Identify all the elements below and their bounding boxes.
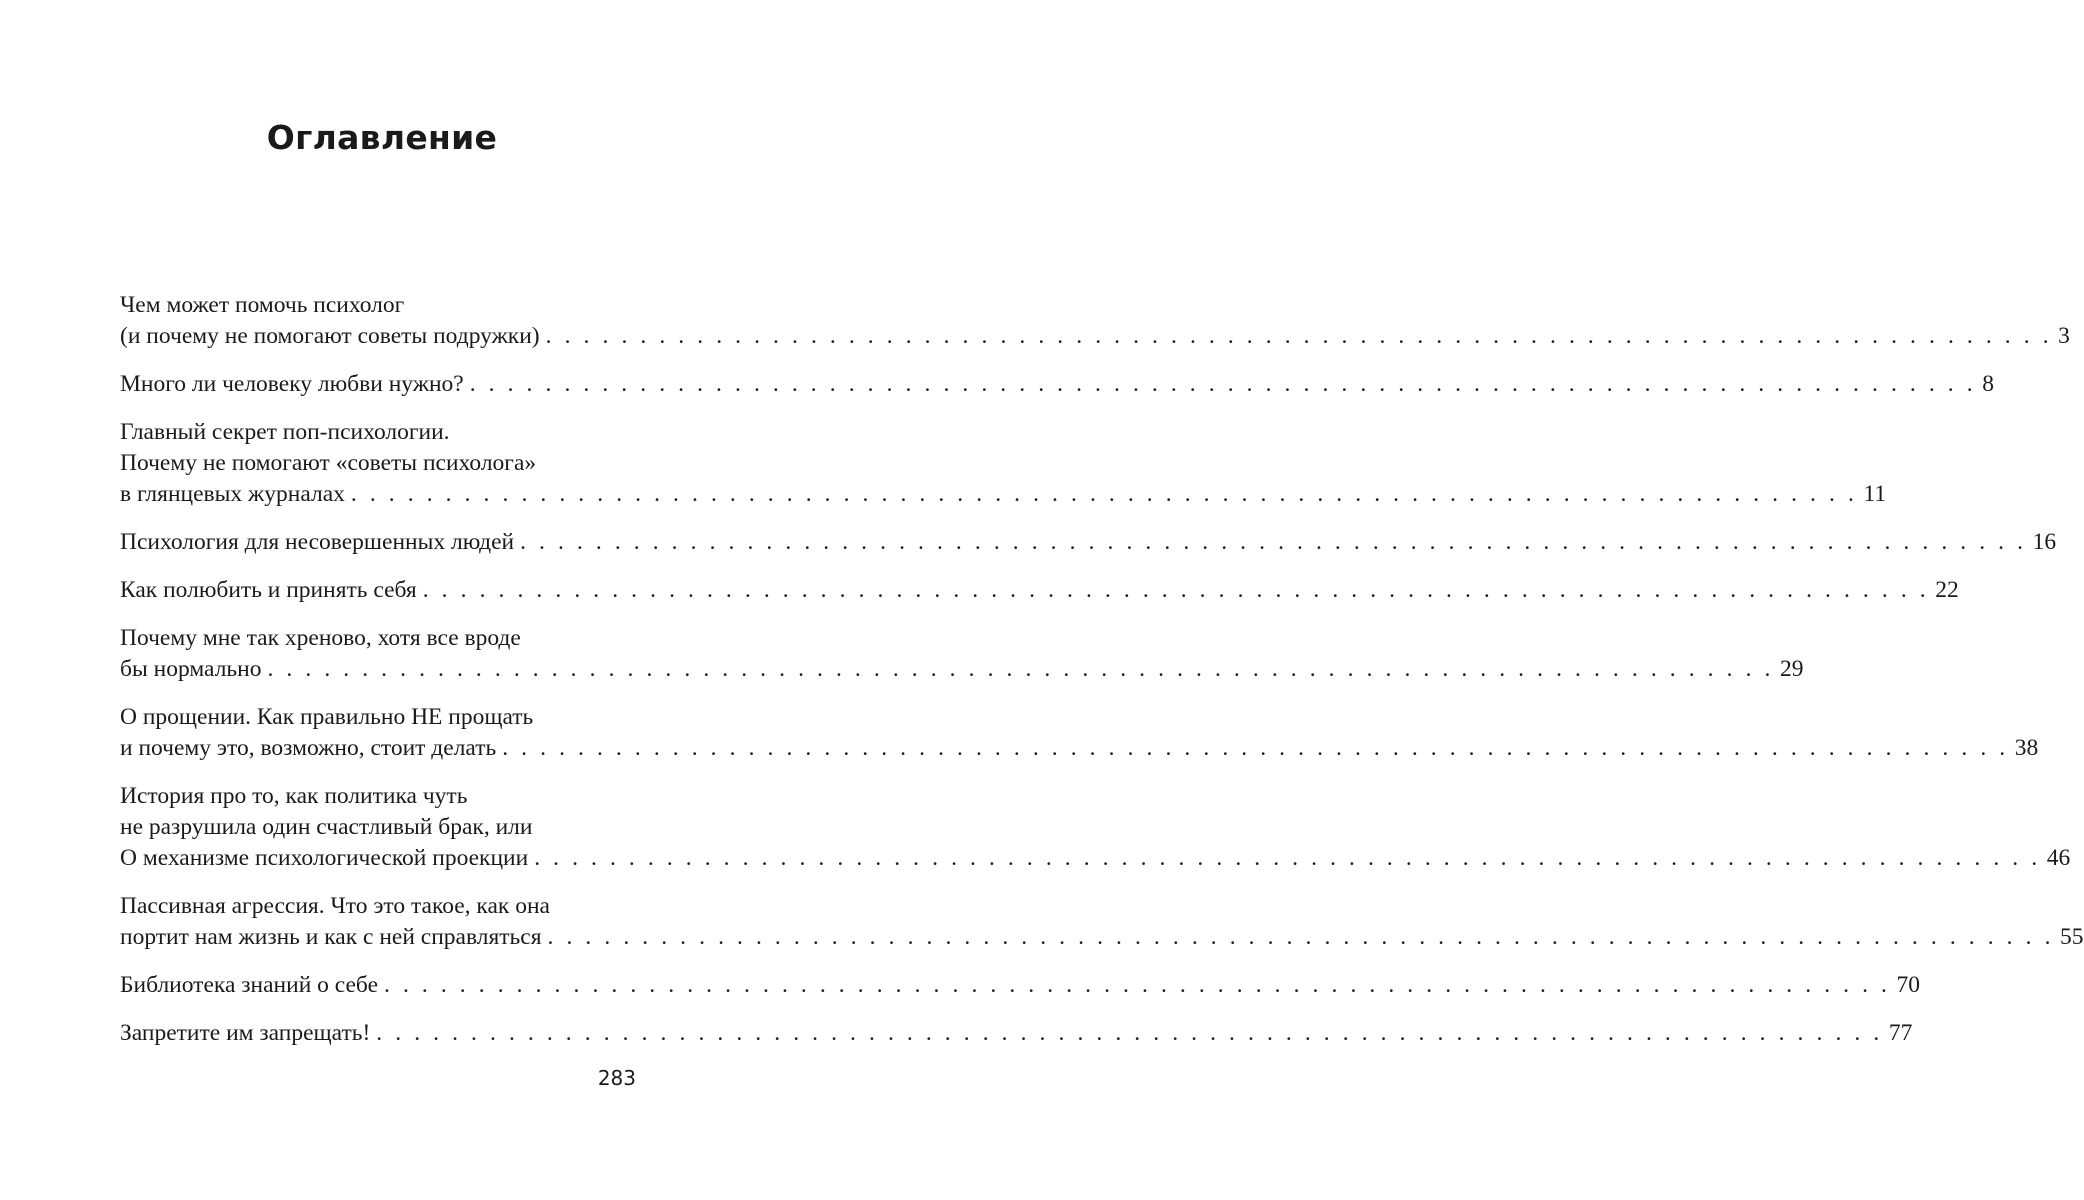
toc-entry[interactable]: [120, 891, 2084, 953]
toc-entry-title-line: Пассивная агрессия. Что это такое, как она: [120, 893, 550, 919]
toc-entry[interactable]: [120, 417, 1887, 510]
toc-entry-title-line: не разрушила один счастливый брак, или: [120, 814, 533, 840]
toc-entry[interactable]: [120, 575, 1959, 606]
toc-entry-title-line: в глянцевых журналах: [120, 481, 345, 507]
toc-entry-last-line: [120, 479, 1887, 510]
toc-entry-title-line: О прощении. Как правильно НЕ прощать: [120, 704, 534, 730]
dot-leader: . . . . . . . . . . . . . . . . . . . . . . . . . . . . . . . . . . . . . . . . . . . . . . . . . . . . . . . . . . . . . . . . . . . . . . . . . . . . . . . .: [422, 577, 1930, 603]
toc-entry-page: 22: [1935, 577, 1959, 603]
toc-entry-page: 46: [2046, 845, 2071, 871]
toc-entry-title-line: Много ли человеку любви нужно?: [120, 371, 464, 397]
toc-entry-title-line: Психология для несовершенных людей: [120, 529, 515, 555]
toc-entry-title-line: О механизме психологической проекции: [120, 845, 529, 871]
toc-entry-page: 29: [1780, 656, 1804, 682]
dot-leader: . . . . . . . . . . . . . . . . . . . . . . . . . . . . . . . . . . . . . . . . . . . . . . . . . . . . . . . . . . . . . . . . . . . . . . . . . . . . . . . .: [534, 845, 2041, 871]
toc-entry[interactable]: [120, 369, 1994, 400]
dot-leader: . . . . . . . . . . . . . . . . . . . . . . . . . . . . . . . . . . . . . . . . . . . . . . . . . . . . . . . . . . . . . . . . . . . . . . . . . . . . . . . .: [376, 1020, 1883, 1046]
toc-entry-last-line: [120, 369, 1994, 400]
toc-entry-title-line: бы нормально: [120, 656, 262, 682]
toc-entry-title-line: портит нам жизнь и как с ней справляться: [120, 924, 542, 950]
page-number: 283: [597, 1066, 636, 1090]
toc-entry-page: 38: [2014, 735, 2039, 761]
toc-entry[interactable]: [120, 702, 2039, 764]
toc-entry-last-line: [120, 1018, 1913, 1049]
dot-leader: . . . . . . . . . . . . . . . . . . . . . . . . . . . . . . . . . . . . . . . . . . . . . . . . . . . . . . . . . . . . . . . . . . . . . . . . . . . . . . . .: [350, 481, 1858, 507]
toc-entry-page: 70: [1896, 972, 1921, 998]
toc-entry[interactable]: [120, 781, 2071, 874]
toc-entry[interactable]: [120, 290, 2070, 352]
toc-entry-last-line: [120, 733, 2039, 764]
dot-leader: . . . . . . . . . . . . . . . . . . . . . . . . . . . . . . . . . . . . . . . . . . . . . . . . . . . . . . . . . . . . . . . . . . . . . . . . . . . . . . . .: [545, 323, 2053, 349]
toc-entry-page: 77: [1888, 1020, 1913, 1046]
toc-entry-title-line: (и почему не помогают советы подружки): [120, 323, 540, 349]
toc-entry-title-line: Главный секрет поп-психологии.: [120, 419, 450, 445]
toc-entry-last-line: [120, 654, 1804, 685]
dot-leader: . . . . . . . . . . . . . . . . . . . . . . . . . . . . . . . . . . . . . . . . . . . . . . . . . . . . . . . . . . . . . . . . . . . . . . . . . . . . . . . .: [384, 972, 1891, 998]
toc-entry[interactable]: [120, 527, 2057, 558]
page-title: Оглавление: [266, 118, 498, 157]
toc-entry-title-line: Чем может помочь психолог: [120, 292, 405, 318]
toc-entry[interactable]: [120, 970, 1921, 1001]
toc-entry-title-line: Запретите им запрещать!: [120, 1020, 371, 1046]
toc-entry-page: 11: [1863, 481, 1887, 507]
toc-entry-last-line: [120, 575, 1959, 606]
toc-entry-last-line: [120, 922, 2084, 953]
toc-entry[interactable]: [120, 1018, 1913, 1049]
toc-entry[interactable]: [120, 623, 1804, 685]
toc-entry-last-line: [120, 527, 2057, 558]
toc-entry-page: 8: [1982, 371, 1994, 397]
toc-entry-title-line: Как полюбить и принять себя: [120, 577, 417, 603]
toc-entry-title-line: Библиотека знаний о себе: [120, 972, 378, 998]
dot-leader: . . . . . . . . . . . . . . . . . . . . . . . . . . . . . . . . . . . . . . . . . . . . . . . . . . . . . . . . . . . . . . . . . . . . . . . . . . . . . . . .: [547, 924, 2055, 950]
toc-entry-title-line: и почему это, возможно, стоит делать: [120, 735, 497, 761]
toc-entry-title-line: История про то, как политика чуть: [120, 783, 468, 809]
toc-entry-page: 3: [2058, 323, 2070, 349]
dot-leader: . . . . . . . . . . . . . . . . . . . . . . . . . . . . . . . . . . . . . . . . . . . . . . . . . . . . . . . . . . . . . . . . . . . . . . . . . . . . . . . .: [520, 529, 2027, 555]
table-of-contents: [120, 290, 2084, 1066]
toc-entry-page: 16: [2032, 529, 2057, 555]
toc-entry-last-line: [120, 970, 1921, 1001]
dot-leader: . . . . . . . . . . . . . . . . . . . . . . . . . . . . . . . . . . . . . . . . . . . . . . . . . . . . . . . . . . . . . . . . . . . . . . . . . . . . . . . .: [267, 656, 1774, 682]
toc-entry-last-line: [120, 321, 2070, 352]
toc-entry-title-line: Почему мне так хреново, хотя все вроде: [120, 625, 521, 651]
dot-leader: . . . . . . . . . . . . . . . . . . . . . . . . . . . . . . . . . . . . . . . . . . . . . . . . . . . . . . . . . . . . . . . . . . . . . . . . . . . . . . . .: [469, 371, 1977, 397]
toc-entry-title-line: Почему не помогают «советы психолога»: [120, 450, 537, 476]
toc-entry-page: 55: [2060, 924, 2084, 950]
dot-leader: . . . . . . . . . . . . . . . . . . . . . . . . . . . . . . . . . . . . . . . . . . . . . . . . . . . . . . . . . . . . . . . . . . . . . . . . . . . . . . . .: [502, 735, 2009, 761]
toc-entry-last-line: [120, 843, 2071, 874]
